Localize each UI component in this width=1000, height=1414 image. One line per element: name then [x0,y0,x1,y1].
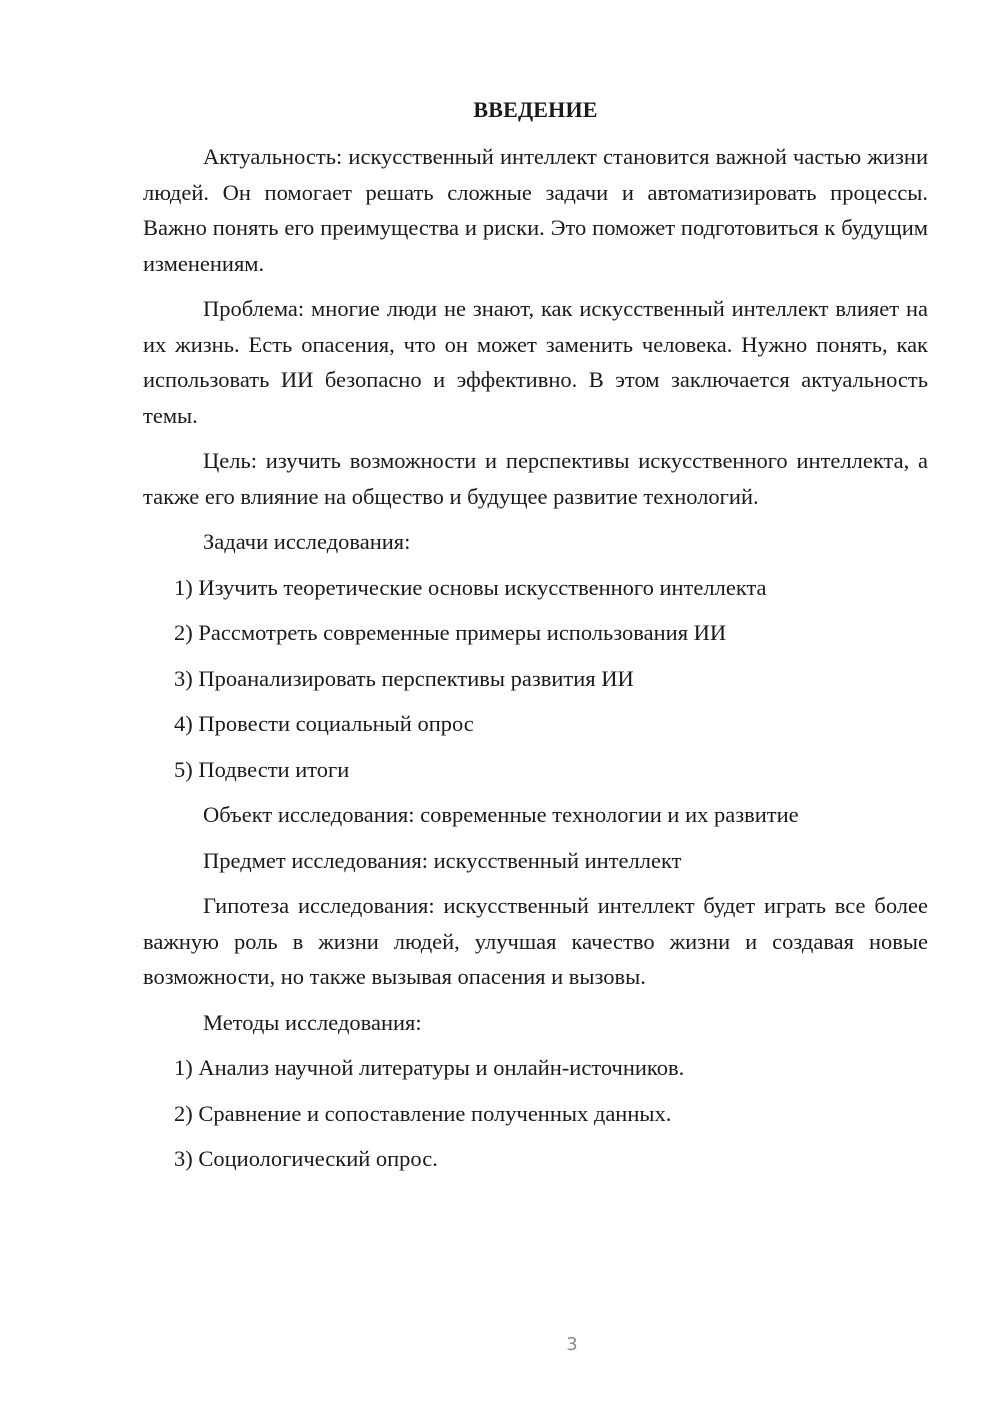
method-item: 2) Сравнение и сопоставление полученных данных. [174,1100,672,1126]
method-item: 3) Социологический опрос. [174,1146,438,1171]
task-item: 2) Рассмотреть современные примеры использования ИИ [174,620,727,645]
tasks-list [143,570,928,788]
tasks-heading: Задачи исследования: [203,529,411,554]
task-item: 5) Подвести итоги [174,756,350,782]
problem-paragraph: Проблема: многие люди не знают, как искусственный интеллект влияет на их жизнь. Есть опасения, что он может заменить человека. Нужно понять, как использовать ИИ безопасно и эффективно. В этом заключается актуальность темы. [143,296,928,428]
goal-paragraph: Цель: изучить возможности и перспективы искусственного интеллекта, а также его влияние на общество и будущее развитие технологий. [143,448,928,509]
methods-list [143,1050,928,1177]
task-item: 1) Изучить теоретические основы искусственного интеллекта [174,574,767,600]
methods-heading: Методы исследования: [203,1009,422,1035]
method-item: 1) Анализ научной литературы и онлайн-источников. [174,1055,685,1080]
task-item: 4) Провести социальный опрос [174,711,474,736]
relevance-paragraph: Актуальность: искусственный интеллект становится важной частью жизни людей. Он помогает решать сложные задачи и автоматизировать процессы. Важно понять его преимущества и риски. Это поможет подготовиться к будущим изменениям. [143,144,928,276]
research-object: Объект исследования: современные технологии и их развитие [203,802,799,827]
hypothesis-paragraph: Гипотеза исследования: искусственный интеллект будет играть все более важную роль в жизни людей, улучшая качество жизни и создавая новые возможности, но также вызывая опасения и вызовы. [143,893,928,989]
document-page [143,95,928,1187]
task-item: 3) Проанализировать перспективы развития ИИ [174,665,634,691]
page-number: 3 [566,1334,578,1355]
section-title: ВВЕДЕНИЕ [473,97,598,122]
research-subject: Предмет исследования: искусственный интеллект [203,847,682,873]
